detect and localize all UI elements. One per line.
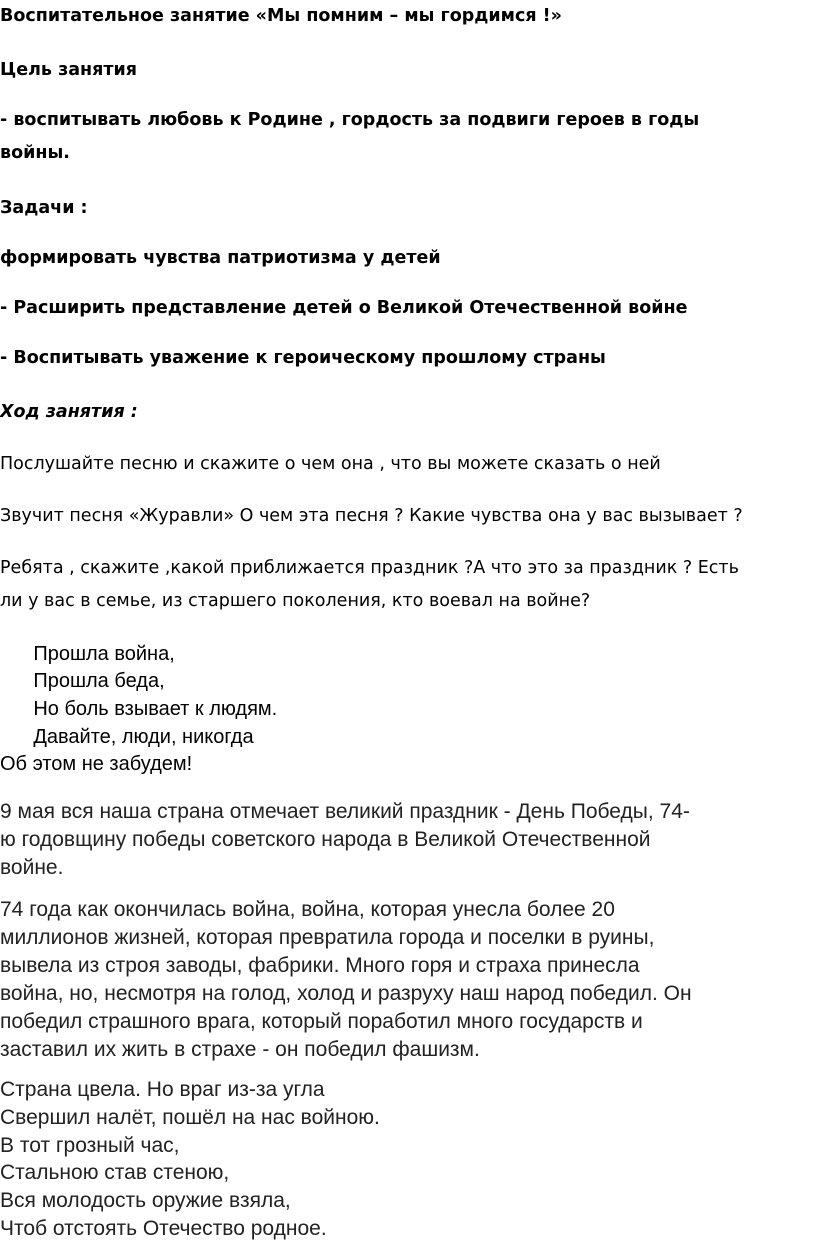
history-line-1: 74 года как окончилась война, война, которая унесла более 20 bbox=[0, 898, 615, 921]
poem-line: Давайте, люди, никогда bbox=[0, 726, 254, 748]
poem2-line: Свершил налёт, пошёл на нас войною. bbox=[0, 1106, 380, 1129]
document-title: Воспитательное занятие «Мы помним – мы гордимся !» bbox=[0, 6, 562, 26]
victory-day-line-1: 9 мая вся наша страна отмечает великий праздник - День Победы, 74- bbox=[0, 800, 690, 823]
goal-line-2: войны. bbox=[0, 143, 70, 163]
history-line-5: победил страшного врага, который поработил много государств и bbox=[0, 1010, 643, 1033]
history-line-6: заставил их жить в страхе - он победил фашизм. bbox=[0, 1038, 480, 1061]
goal-heading: Цель занятия bbox=[0, 60, 138, 80]
poem2-line: Стальною став стеною, bbox=[0, 1161, 230, 1184]
tasks-heading: Задачи : bbox=[0, 198, 88, 218]
goal-line-1: - воспитывать любовь к Родине , гордость за подвиги героев в годы bbox=[0, 110, 700, 130]
poem-line: Прошла война, bbox=[0, 643, 175, 665]
paragraph-question-line-2: ли у вас в семье, из старшего поколения, кто воевал на войне? bbox=[0, 591, 591, 611]
course-heading: Ход занятия : bbox=[0, 402, 138, 422]
history-line-3: вывела из строя заводы, фабрики. Много горя и страха принесла bbox=[0, 954, 640, 977]
paragraph-song: Звучит песня «Журавли» О чем эта песня ? Какие чувства она у вас вызывает ? bbox=[0, 506, 743, 526]
victory-day-line-2: ю годовщину победы советского народа в Великой Отечественной bbox=[0, 828, 651, 851]
task-item-3: - Воспитывать уважение к героическому прошлому страны bbox=[0, 348, 606, 368]
poem2-line: Вся молодость оружие взяла, bbox=[0, 1189, 291, 1212]
poem-line: Но боль взывает к людям. bbox=[0, 698, 278, 720]
poem2-line: Чтоб отстоять Отечество родное. bbox=[0, 1217, 327, 1240]
paragraph-listen: Послушайте песню и скажите о чем она , что вы можете сказать о ней bbox=[0, 454, 661, 474]
history-line-2: миллионов жизней, которая превратила города и поселки в руины, bbox=[0, 926, 655, 949]
victory-day-line-3: войне. bbox=[0, 856, 64, 879]
poem-line: Об этом не забудем! bbox=[0, 753, 193, 775]
task-item-2: - Расширить представление детей о Великой Отечественной войне bbox=[0, 298, 688, 318]
task-item-1: формировать чувства патриотизма у детей bbox=[0, 248, 441, 268]
poem2-line: В тот грозный час, bbox=[0, 1134, 180, 1157]
poem-line: Прошла беда, bbox=[0, 670, 165, 692]
history-line-4: война, но, несмотря на голод, холод и разруху наш народ победил. Он bbox=[0, 982, 692, 1005]
poem2-line: Страна цвела. Но враг из-за угла bbox=[0, 1078, 325, 1101]
paragraph-question-line-1: Ребята , скажите ,какой приближается праздник ?А что это за праздник ? Есть bbox=[0, 558, 739, 578]
